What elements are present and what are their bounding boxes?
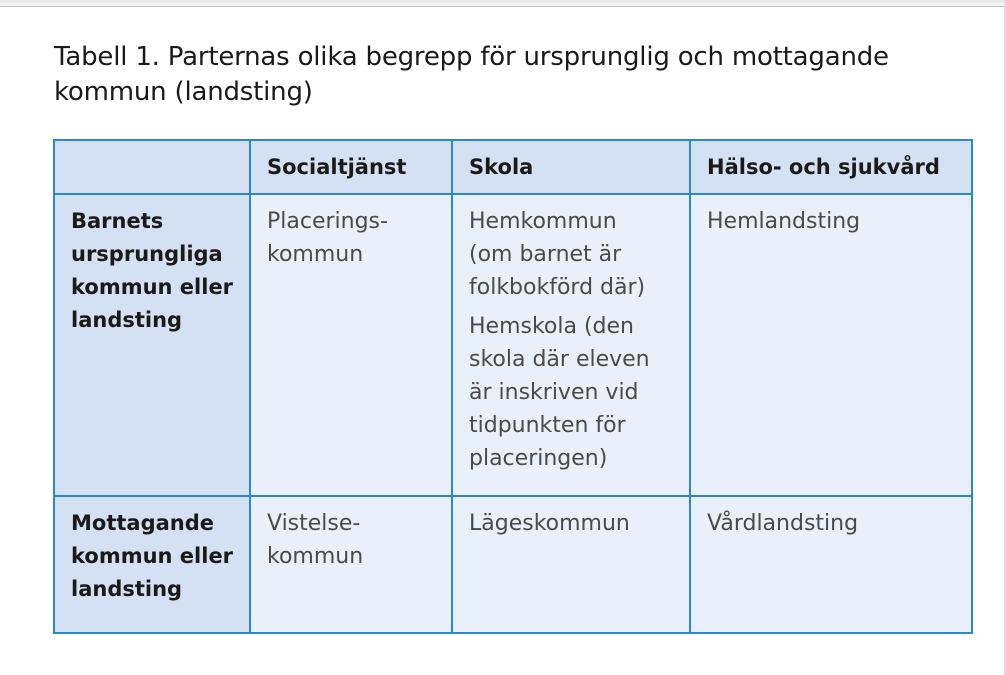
header-halso-sjukvard: Hälso- och sjukvård: [690, 140, 972, 194]
cell-skola: [452, 194, 690, 496]
cell-halso: [690, 496, 972, 633]
header-skola: Skola: [452, 140, 690, 194]
cell-paragraph: Hemkommun (om barnet är folkbokförd där): [469, 209, 646, 300]
table-header-row: [54, 140, 972, 194]
cell-text: Vistelse-kommun: [267, 511, 364, 569]
concepts-table: [53, 139, 973, 634]
table-row: [54, 194, 972, 496]
cell-socialtjanst: [250, 496, 452, 633]
cell-paragraph: Hemskola (den skola där eleven är inskriven vid tidpunkten för placeringen): [469, 314, 650, 471]
window-top-edge: [0, 0, 1006, 7]
row-label-text: Mottagande kommun eller landsting: [71, 511, 234, 601]
cell-text: Hemlandsting: [707, 209, 861, 234]
row-label-ursprunglig: [54, 194, 250, 496]
table-row: [54, 496, 972, 633]
cell-halso: [690, 194, 972, 496]
header-socialtjanst: Socialtjänst: [250, 140, 452, 194]
cell-text: Placerings-kommun: [267, 209, 388, 267]
row-label-text: Barnets ursprungliga kommun eller landsting: [71, 209, 234, 332]
cell-socialtjanst: [250, 194, 452, 496]
header-empty: [54, 140, 250, 194]
cell-paragraph: Lägeskommun: [469, 511, 630, 536]
row-label-mottagande: [54, 496, 250, 633]
cell-text: Vårdlandsting: [707, 511, 859, 536]
cell-skola: [452, 496, 690, 633]
table-title: Tabell 1. Parternas olika begrepp för ursprunglig och mottagande kommun (landsting): [54, 42, 889, 107]
